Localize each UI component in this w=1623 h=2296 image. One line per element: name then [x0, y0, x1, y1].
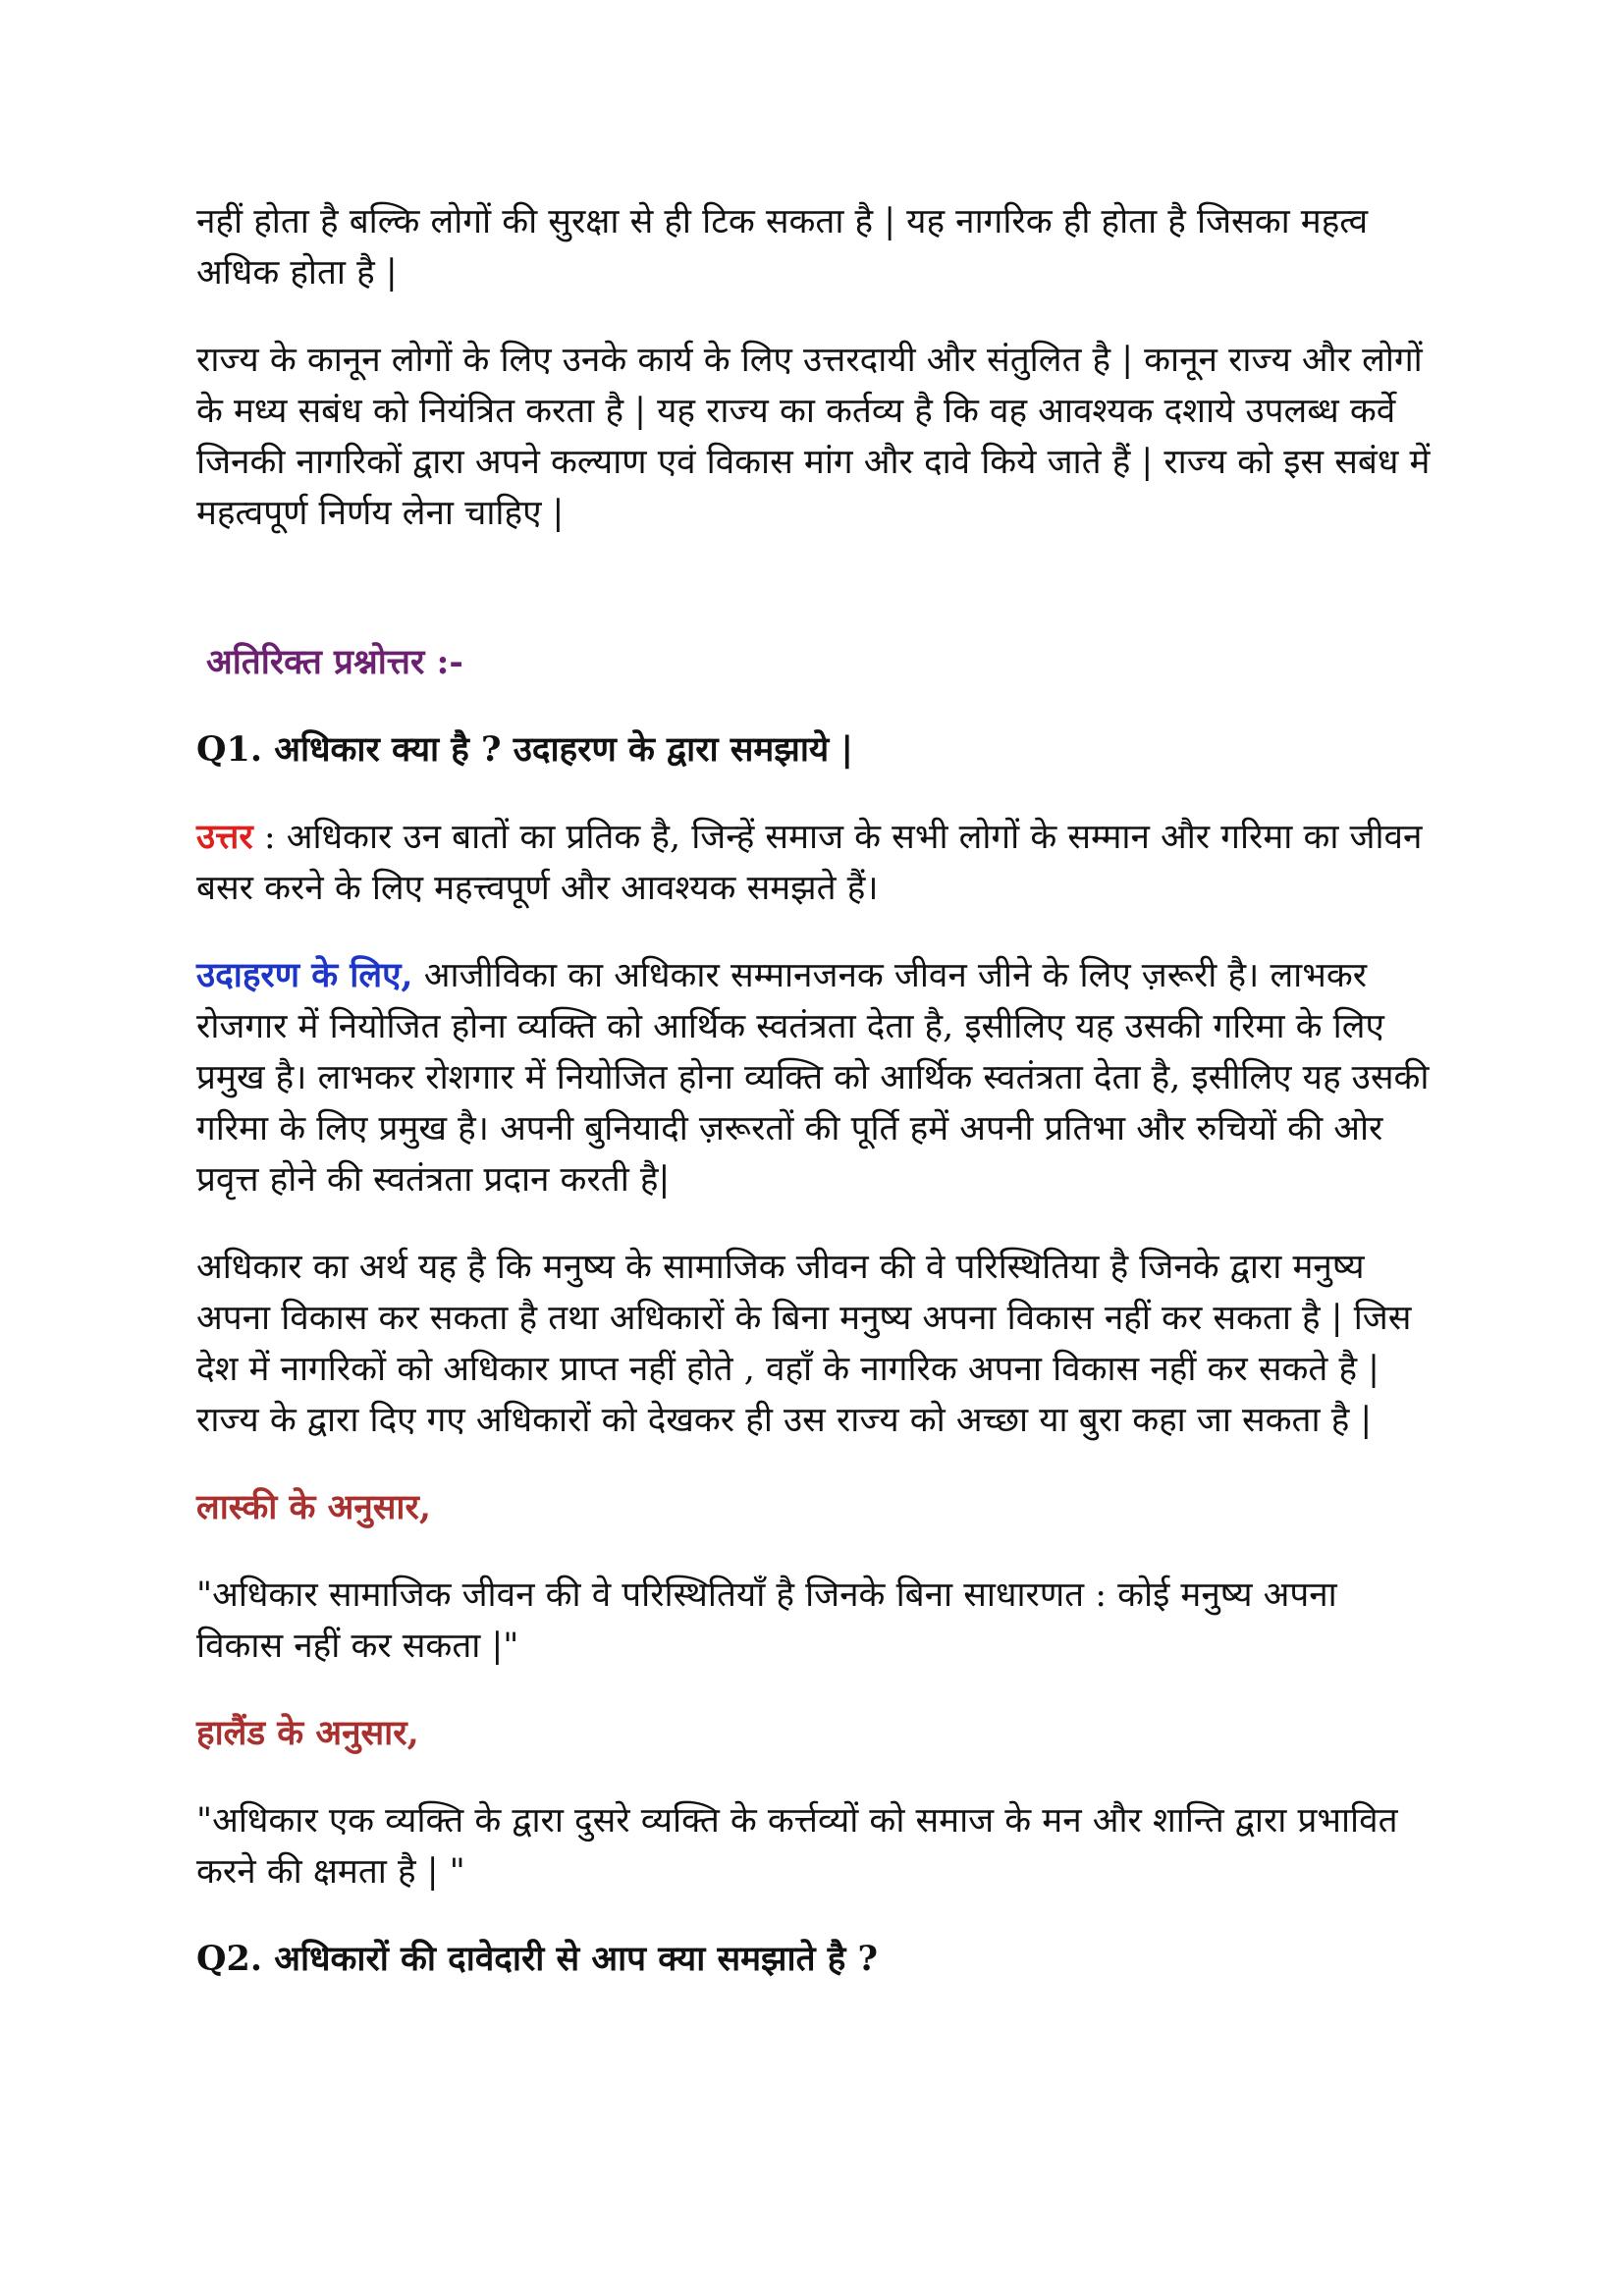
example-text: आजीविका का अधिकार सम्मानजनक जीवन जीने के लिए ज़रूरी है। लाभकर रोजगार में नियोजित होना व्यक्ति को आर्थिक स्वतंत्रता देता है, इसीलिए यह उसकी गरिमा के लिए प्रमुख है। लाभकर रोशगार में नियोजित होना व्यक्ति को आर्थिक स्वतंत्रता देता है, इसीलिए यह उसकी गरिमा के लिए प्रमुख है। अपनी बुनियादी ज़रूरतों की पूर्ति हमें अपनी प्रतिभा और रुचियों की ओर प्रवृत्त होने की स्वतंत्रता प्रदान करती है| [196, 956, 1430, 1200]
answer-paragraph [196, 812, 1434, 914]
rights-meaning-paragraph: अधिकार का अर्थ यह है कि मनुष्य के सामाजिक जीवन की वे परिस्थितिया है जिनके द्वारा मनुष्य अपना विकास कर सकता है तथा अधिकारों के बिना मनुष्य अपना विकास नहीं कर सकता है | जिस देश में नागरिकों को अधिकार प्राप्त नहीं होते , वहाँ के नागरिक अपना विकास नहीं कर सकते है | राज्य के द्वारा दिए गए अधिकारों को देखकर ही उस राज्य को अच्छा या बुरा कहा जा सकता है | [196, 1248, 1412, 1440]
extra-qa-heading: अतिरिक्त प्रश्नोत्तर :- [206, 642, 463, 682]
question-2-heading: Q2. अधिकारों की दावेदारी से आप क्या समझाते है ? [196, 1939, 878, 1979]
laski-heading-comma: , [418, 1487, 431, 1527]
example-label: उदाहरण के लिए, [196, 955, 413, 995]
holland-heading [196, 1708, 1434, 1759]
holland-heading-comma: , [406, 1713, 419, 1753]
paragraph-state-laws: राज्य के कानून लोगों के लिए उनके कार्य के लिए उत्तरदायी और संतुलित है | कानून राज्य और लोगों के मध्य सबंध को नियंत्रित करता है | यह राज्य का कर्तव्य है कि वह आवश्यक दशाये उपलब्ध कर्वे जिनकी नागरिकों द्वारा अपने कल्याण एवं विकास मांग और दावे किये जाते हैं | राज्य को इस सबंध में महत्वपूर्ण निर्णय लेना चाहिए | [196, 341, 1431, 533]
example-paragraph [196, 950, 1434, 1205]
document-page [196, 196, 1434, 2021]
laski-quote: "अधिकार सामाजिक जीवन की वे परिस्थितियाँ है जिनके बिना साधारणत : कोई मनुष्य अपना विकास नहीं कर सकता |" [196, 1575, 1337, 1666]
holland-heading-text: हालैंड के अनुसार [196, 1713, 407, 1753]
question-1-heading: Q1. अधिकार क्या है ? उदाहरण के द्वारा समझाये | [196, 729, 854, 770]
laski-heading [196, 1482, 1434, 1533]
laski-heading-text: लास्की के अनुसार [196, 1487, 419, 1527]
paragraph-citizen-importance: नहीं होता है बल्कि लोगों की सुरक्षा से ही टिक सकता है | यह नागरिक ही होता है जिसका महत्व अधिक होता है | [196, 202, 1369, 293]
holland-quote: "अधिकार एक व्यक्ति के द्वारा दुसरे व्यक्ति के कर्त्तव्यों को समाज के मन और शान्ति द्वारा प्रभावित करने की क्षमता है | " [196, 1801, 1398, 1892]
answer-text: : अधिकार उन बातों का प्रतिक है, जिन्हें समाज के सभी लोगों के सम्मान और गरिमा का जीवन बसर करने के लिए महत्त्वपूर्ण और आवश्यक समझते हैं। [196, 818, 1423, 908]
answer-label: उत्तर [196, 817, 253, 857]
